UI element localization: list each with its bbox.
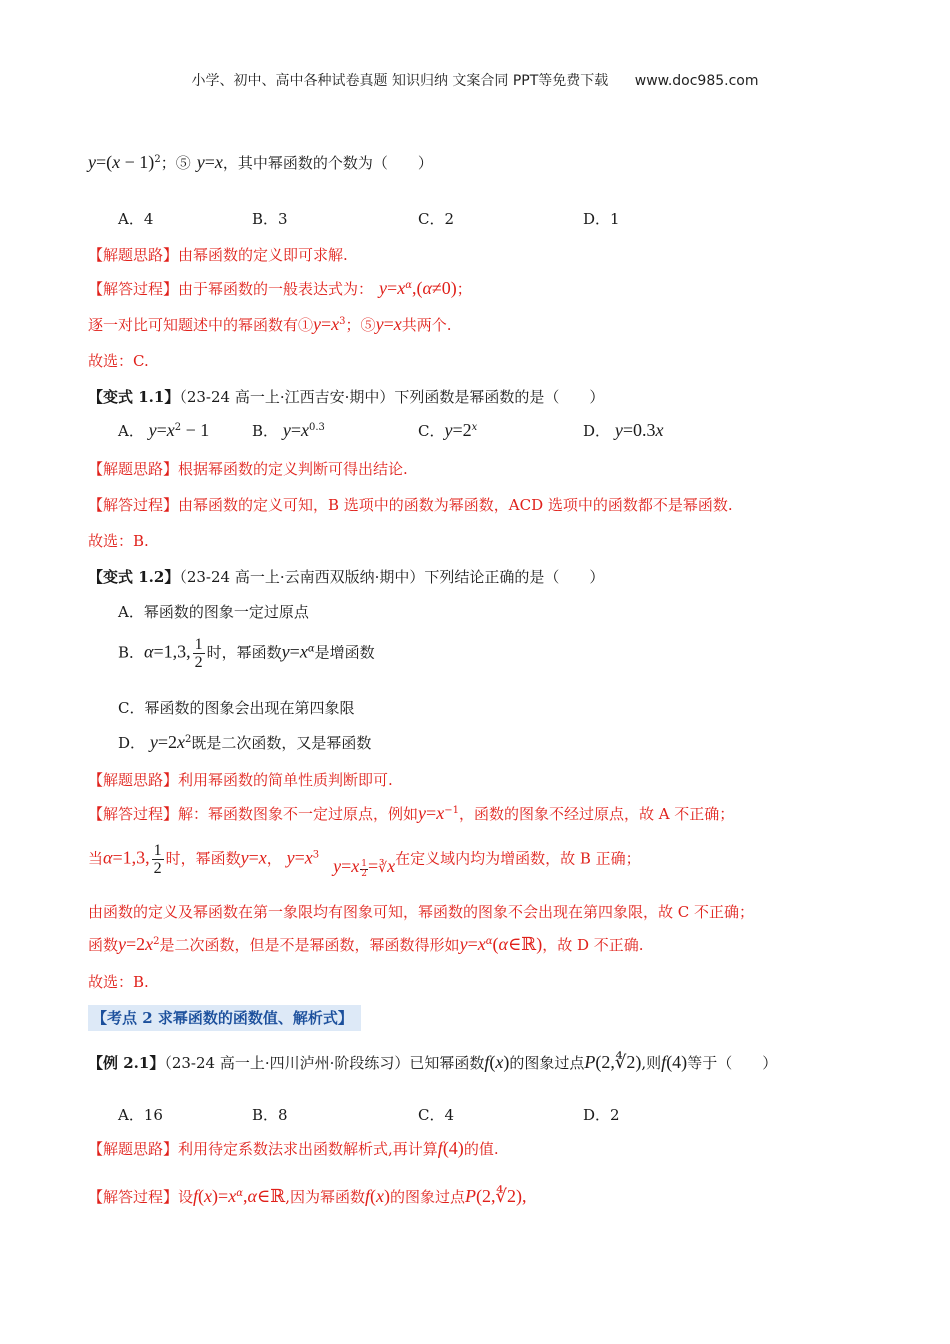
header-text: 小学、初中、高中各种试卷真题 知识归纳 文案合同 PPT等免费下载 — [191, 73, 609, 89]
ex21-process: 【解答过程】设$f(x)=x^\alpha,\alpha\in ℝ$,因为幂函数f(x)的图象过点P(2,∜2), — [88, 1186, 527, 1206]
section-heading: 【考点 2 求幂函数的函数值、解析式】 — [88, 1005, 361, 1031]
q1-option-b[interactable]: B．3 — [252, 210, 288, 228]
v12-answer: 故选：B. — [88, 973, 149, 991]
v11-option-b[interactable]: B． $y=x^{0.3}$ — [252, 420, 325, 440]
v11-option-a[interactable]: A． $y=x^2 - 1$ — [118, 420, 210, 440]
v12-process-2: 当α=1,3, $\frac{1}{2}$ 时，幂函数y=x， $y=x^3y=x$ $\frac{1}{2}$ =∛x在定义域内均为增函数，故 B 正确； — [88, 842, 641, 879]
q1-thought: 【解题思路】由幂函数的定义即可求解. — [88, 246, 348, 264]
q1-stem: $y=(x - 1)^2$；⑤ y=x，其中幂函数的个数为（ ） — [88, 152, 433, 172]
ex21-option-d[interactable]: D．2 — [583, 1106, 620, 1124]
v12-process-4: 函数$y=2x^2$是二次函数，但是不是幂函数，幂函数得形如$y=x^\alpha(\alpha\in ℝ)$，故 D 不正确. — [88, 934, 644, 954]
v12-option-a[interactable]: A．幂函数的图象一定过原点 — [118, 603, 309, 621]
q1-option-d[interactable]: D．1 — [583, 210, 620, 228]
q1-option-c[interactable]: C．2 — [418, 210, 455, 228]
ex21-thought: 【解题思路】利用待定系数法求出函数解析式,再计算f(4)的值. — [88, 1138, 499, 1158]
q1-option-a[interactable]: A．4 — [118, 210, 154, 228]
header-url[interactable]: www.doc985.com — [634, 73, 759, 89]
ex21-option-a[interactable]: A．16 — [118, 1106, 163, 1124]
q1-process: 【解答过程】由于幂函数的一般表达式为： $y=x^\alpha,(\alpha\ne 0)$； — [88, 278, 472, 298]
v12-stem: 【变式 1.2】（23-24 高一上·云南西双版纳·期中）下列结论正确的是（ ） — [88, 568, 605, 586]
v11-stem: 【变式 1.1】（23-24 高一上·江西吉安·期中）下列函数是幂函数的是（ ） — [88, 388, 605, 406]
v11-option-c[interactable]: C．$y=2^x$ — [418, 420, 478, 440]
v12-process-1: 【解答过程】解：幂函数图象不一定过原点，例如$y=x^{-1}$，函数的图象不经过原点，故 A 不正确； — [88, 803, 735, 823]
v12-option-b[interactable]: B．α=1,3, $\frac{1}{2}$ 时，幂函数$y=x^\alpha$是增函数 — [118, 636, 375, 671]
ex21-stem: 【例 2.1】（23-24 高一上·四川泸州·阶段练习）已知幂函数f(x)的图象过点P(2,∜2),则f(4)等于（ ） — [88, 1052, 778, 1072]
v11-option-d[interactable]: D． y=0.3x — [583, 420, 664, 440]
v12-option-d[interactable]: D． $y=2x^2$既是二次函数，又是幂函数 — [118, 732, 372, 752]
q1-process-2: 逐一对比可知题述中的幂函数有$①y=x^3$；⑤y=x共两个. — [88, 314, 452, 334]
v11-thought: 【解题思路】根据幂函数的定义判断可得出结论. — [88, 460, 408, 478]
v11-answer: 故选：B. — [88, 532, 149, 550]
page-header — [0, 70, 950, 90]
v12-option-c[interactable]: C．幂函数的图象会出现在第四象限 — [118, 699, 355, 717]
ex21-option-c[interactable]: C．4 — [418, 1106, 455, 1124]
ex21-option-b[interactable]: B．8 — [252, 1106, 288, 1124]
v12-thought: 【解题思路】利用幂函数的简单性质判断即可. — [88, 771, 393, 789]
q1-answer: 故选：C. — [88, 352, 149, 370]
v11-process: 【解答过程】由幂函数的定义可知，B 选项中的函数为幂函数，ACD 选项中的函数都不是幂函数. — [88, 496, 733, 514]
v12-process-3: 由函数的定义及幂函数在第一象限均有图象可知，幂函数的图象不会出现在第四象限，故 C 不正确； — [88, 903, 755, 921]
